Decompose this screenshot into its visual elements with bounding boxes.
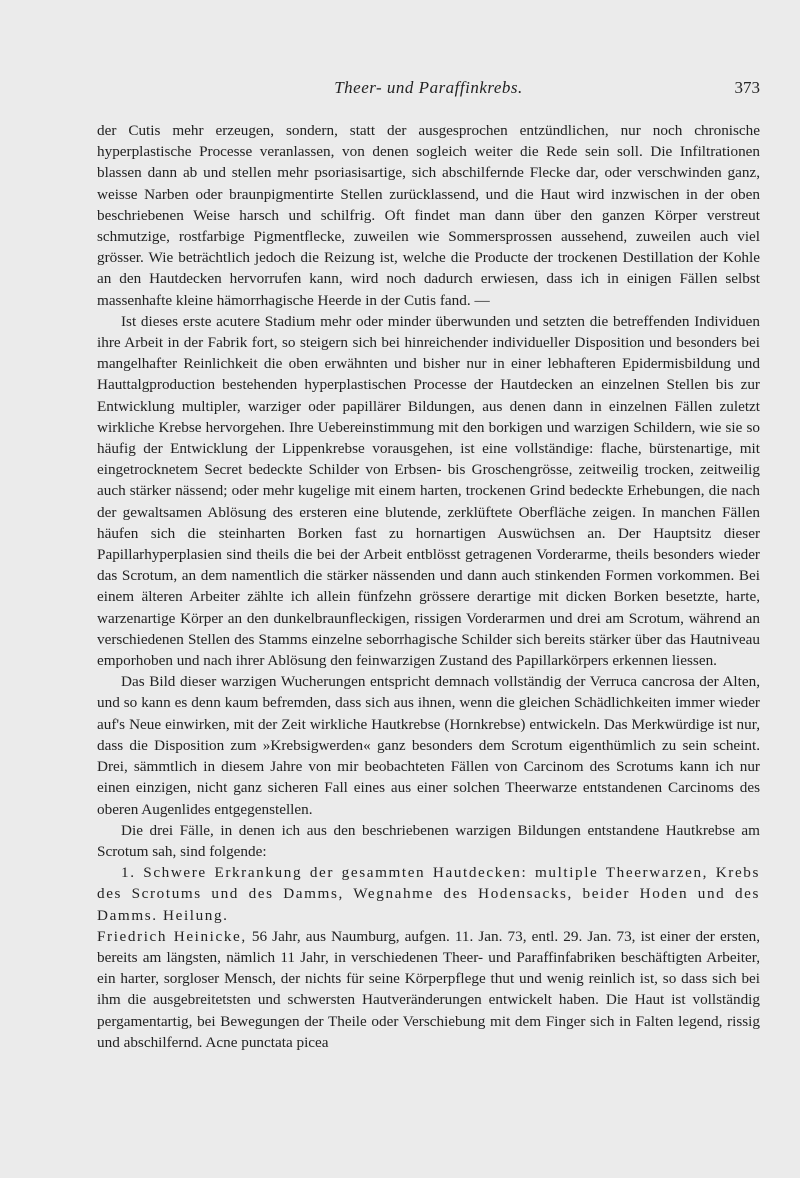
paragraph: Ist dieses erste acutere Stadium mehr oder minder überwunden und setzten die betreffenden Individuen ihre Arbeit in der Fabrik fort, so steigern sich bei hinreichender individueller Disposition und besonders bei mangelhafter Reinlichkeit die oben erwähnten und bisher nur in einer lebhafteren Epidermisbildung und Hauttalgproduction bestehenden hyperplastischen Processe der Hautdecken an einzelnen Stellen bis zur Entwicklung multipler, warziger oder papillärer Bildungen, aus denen dann in einzelnen Fällen zuletzt wirkliche Krebse hervorgehen. Ihre Uebereinstimmung mit den borkigen und warzigen Schildern, wie sie so häufig der Entwicklung der Lippenkrebse vorausgehen, ist eine vollständige: flache, bürstenartige, mit eingetrocknetem Secret bedeckte Schilder von Erbsen- bis Groschengrösse, zeitweilig trocken, zeitweilig auch stärker nässend; oder mehr kugelige mit einem harten, trockenen Grind bedeckte Erhebungen, die nach der gewaltsamen Ablösung des ersteren eine blutende, zerklüftete Oberfläche zeigen. In manchen Fällen häufen sich die steinharten Borken fast zu hornartigen Auswüchsen an. Der Hauptsitz dieser Papillarhyperplasien sind theils die bei der Arbeit entblösst getragenen Vorderarme, theils besonders wieder das Scrotum, an dem namentlich die stärker nässenden und dann auch stinkenden Formen vorkommen. Bei einem älteren Arbeiter zählte ich allein fünfzehn grössere derartige mit dicken Borken besetzte, harte, warzenartige Körper an den dunkelbraunfleckigen, rissigen Vorderarmen und drei am Scrotum, während an verschiedenen Stellen des Stamms einzelne seborrhagische Schilder sich bereits stärker über das Hautniveau emporhoben und nach ihrer Ablösung den feinwarzigen Zustand des Papillarkörpers erkennen liessen. (97, 312, 760, 670)
paragraph: Das Bild dieser warzigen Wucherungen entspricht demnach vollständig der Verruca cancrosa der Alten, und so kann es denn kaum befremden, dass sich aus ihnen, wenn die gleichen Schädlichkeiten immer wieder auf's Neue einwirken, mit der Zeit wirkliche Hautkrebse (Hornkrebse) entwickeln. Das Merkwürdige ist nur, dass die Disposition zum »Krebsigwerden« ganz besonders dem Scrotum eigenthümlich zu sein scheint. Drei, sämmtlich in diesem Jahre von mir beobachteten Fällen von Carcinom des Scrotums kann ich nur einen einzigen, nicht ganz sicheren Fall eines aus einer solchen Theerwarze entstandenen Carcinoms des oberen Augenlides entgegenstellen. (97, 673, 760, 818)
page-number: 373 (734, 78, 760, 97)
paragraph: Die drei Fälle, in denen ich aus den beschriebenen warzigen Bildungen entstandene Hautkrebse am Scrotum sah, sind folgende: (97, 821, 760, 860)
page-header (97, 78, 760, 104)
patient-name: Friedrich Heinicke, (97, 927, 247, 945)
case-heading (97, 862, 760, 926)
case-title: 1. Schwere Erkrankung der gesammten Hautdecken: multiple Theerwarzen, Krebs des Scrotums und des Damms, Wegnahme des Hodensacks, beider Hoden und des Damms. Heilung. (97, 864, 760, 924)
paragraph: der Cutis mehr erzeugen, sondern, statt der ausgesprochen entzündlichen, nur noch chronische hyperplastische Processe veranlassen, von denen sogleich weiter die Rede sein soll. Die Infiltrationen blassen dann ab und stellen mehr psoriasisartige, sich abschilfernde Flecke dar, oder verschwinden ganz, weisse Narben oder braunpigmentirte Stellen zurücklassend, und die Haut wird inzwischen in der oben beschriebenen Weise harsch und schilfrig. Oft findet man dann über den ganzen Körper verstreut schmutzige, rostfarbige Pigmentflecke, zuweilen wie Sommersprossen aussehend, zuweilen auch viel grösser. Wie beträchtlich jedoch die Reizung ist, welche die Producte der trockenen Destillation der Kohle an den Hautdecken hervorrufen kann, wird noch dadurch erwiesen, dass ich in einigen Fällen selbst massenhafte kleine hämorrhagische Heerde in der Cutis fand. — (97, 122, 760, 309)
running-head: Theer- und Paraffinkrebs. (334, 78, 523, 97)
body-text (97, 120, 760, 1053)
case-description (97, 926, 760, 1053)
case-details: 56 Jahr, aus Naumburg, aufgen. 11. Jan. 73, entl. 29. Jan. 73, ist einer der ersten, bereits am längsten, nämlich 11 Jahr, in verschiedenen Theer- und Paraffinfabriken beschäftigten Arbeiter, ein harter, sorgloser Mensch, der nichts für seine Körperpflege thut und wenig reinlich ist, so dass sich bei ihm die ausgebreitetsten und schwersten Hautveränderungen entwickelt haben. Die Haut ist vollständig pergamentartig, bei Bewegungen der Theile oder Verschiebung mit dem Finger sich in Falten legend, rissig und abschilfernd. Acne punctata picea (97, 927, 761, 1051)
